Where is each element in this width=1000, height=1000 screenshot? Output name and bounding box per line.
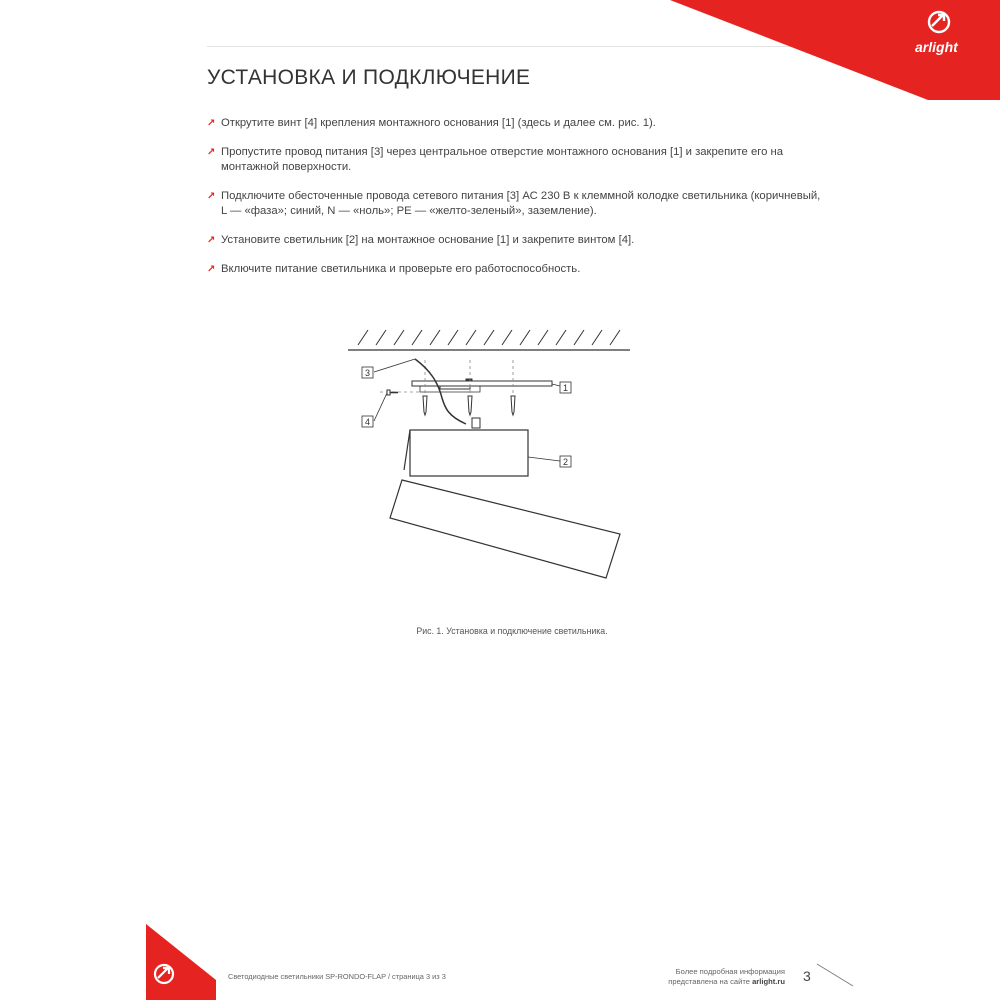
- callout-label-4: 4: [364, 417, 371, 427]
- luminaire-body-tilted: [390, 430, 620, 578]
- fixing-screws: [423, 396, 515, 415]
- screw-4: [387, 390, 398, 395]
- step-text: Открутите винт [4] крепления монтажного основания [1] (здесь и далее см. рис. 1).: [221, 117, 656, 129]
- instruction-list: [207, 116, 827, 291]
- step-text: Подключите обесточенные провода сетевого питания [3] АС 230 В к клеммной колодке светильника (коричневый, L — «фаза»; синий, N — «ноль»; PE — «желто-зеленый», заземление).: [221, 190, 821, 217]
- footer-red-triangle: [146, 924, 216, 1000]
- page-number: 3: [803, 968, 811, 984]
- step-text: Пропустите провод питания [3] через центральное отверстие монтажного основания [1] и закрепите его на монтажной поверхности.: [221, 146, 784, 173]
- callout-label-1: 1: [562, 383, 569, 393]
- arrow-bullet-icon: ↗: [207, 235, 216, 246]
- footer-document-title: Светодиодные светильники SP-RONDO-FLAP / страница 3 из 3: [228, 972, 446, 981]
- installation-diagram: [330, 320, 650, 590]
- footer-brand-logo[interactable]: [146, 924, 216, 1000]
- terminal-block: [472, 418, 480, 428]
- arrow-bullet-icon: ↗: [207, 264, 216, 275]
- arrow-bullet-icon: ↗: [207, 191, 216, 202]
- power-wire: [415, 359, 466, 424]
- instruction-step-3: [207, 189, 827, 219]
- footer-more-info: [668, 967, 785, 987]
- site-link[interactable]: arlight.ru: [752, 977, 785, 986]
- callout-label-3: 3: [364, 368, 371, 378]
- instruction-step-5: [207, 262, 827, 277]
- mounting-base: [412, 379, 552, 392]
- arrow-bullet-icon: ↗: [207, 147, 216, 158]
- ceiling-surface: [348, 330, 630, 350]
- footer-more-line-1: Более подробная информация: [675, 967, 785, 976]
- arrow-bullet-icon: ↗: [207, 118, 216, 129]
- luminaire-body-top: [410, 430, 528, 476]
- footer-more-line-2: представлена на сайте arlight.ru: [668, 977, 785, 986]
- page-title: УСТАНОВКА И ПОДКЛЮЧЕНИЕ: [207, 66, 531, 89]
- instruction-step-4: [207, 233, 827, 248]
- brand-name: arlight: [915, 39, 958, 55]
- dashed-guides: [380, 360, 513, 415]
- instruction-step-1: [207, 116, 827, 131]
- instruction-step-2: [207, 145, 827, 175]
- callout-leaders: [374, 359, 560, 461]
- figure-caption: Рис. 1. Установка и подключение светильника.: [416, 626, 608, 636]
- callout-label-2: 2: [562, 457, 569, 467]
- page-divider-line: [815, 962, 855, 992]
- step-text: Включите питание светильника и проверьте его работоспособность.: [221, 263, 581, 275]
- brand-corner-logo[interactable]: [670, 0, 1000, 100]
- callout-boxes: [362, 367, 571, 467]
- step-text: Установите светильник [2] на монтажное основание [1] и закрепите винтом [4].: [221, 234, 635, 246]
